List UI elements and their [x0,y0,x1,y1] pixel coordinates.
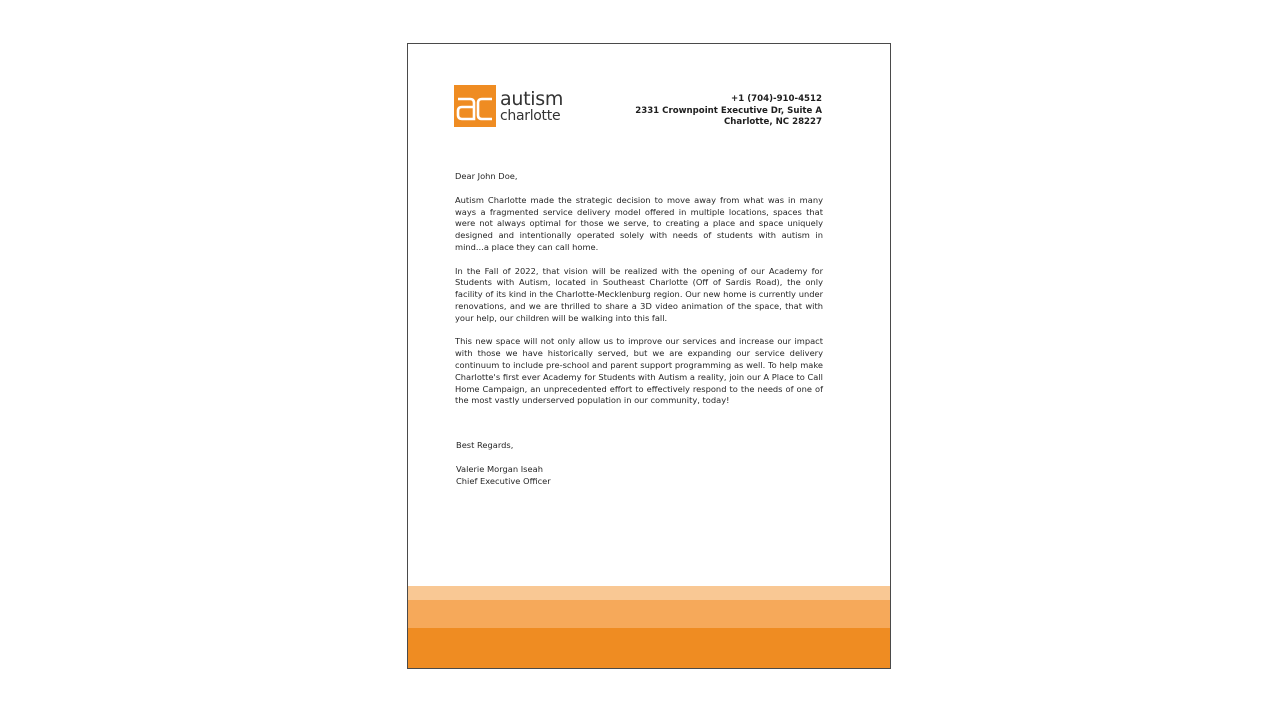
letter-page [407,43,891,669]
logo-word-charlotte: charlotte [500,107,561,124]
signer-name: Valerie Morgan Iseah [456,463,543,474]
letter-paragraph: Autism Charlotte made the strategic decision to move away from what was in many ways a fragmented service delivery model offered in multiple locations, spaces that were not always optimal for those we serve, to creating a place and space uniquely designed and intentionally operated solely with needs of students with autism in mind...a place they can call home. [455,194,823,252]
closing-regards: Best Regards, [456,440,514,450]
contact-address-line-2: Charlotte, NC 28227 [723,117,822,128]
autism-charlotte-logo [454,85,563,127]
letter-paragraph: This new space will not only allow us to improve our services and increase our impact with those we have historically served, but we are expanding our service delivery continuum to include pre-school and parent support programming as well. To help make Charlotte's first ever Academy for Students with Autism a reality, join our A Place to Call Home Campaign, an unprecedented effort to effectively respond to the needs of one of the most vastly underserved population in our community, today! [455,336,823,406]
ac-logo-mark [454,85,496,127]
letter-paragraph: In the Fall of 2022, that vision will be realized with the opening of our Academy for Students with Autism, located in Southeast Charlotte (Off of Sardis Road), the only facility of its kind in the Charlotte-Mecklenburg region. Our new home is currently under renovations, and we are thrilled to share a 3D video animation of the space, that with your help, our children will be walking into this fall. [455,265,823,323]
contact-phone: +1 (704)-910-4512 [731,94,822,104]
contact-block [635,94,822,129]
logo-word-autism: autism [500,87,564,110]
letter-greeting: Dear John Doe, [455,171,518,181]
signer-title: Chief Executive Officer [456,475,551,486]
letter-body [455,171,823,419]
footer-stripe-mid [408,600,890,628]
letter-closing [456,440,551,487]
contact-address-line-1: 2331 Crownpoint Executive Dr, Suite A [635,105,822,116]
footer-stripe-dark [408,628,890,668]
logo-wordmark [500,87,564,124]
footer-stripe-light [408,586,890,600]
